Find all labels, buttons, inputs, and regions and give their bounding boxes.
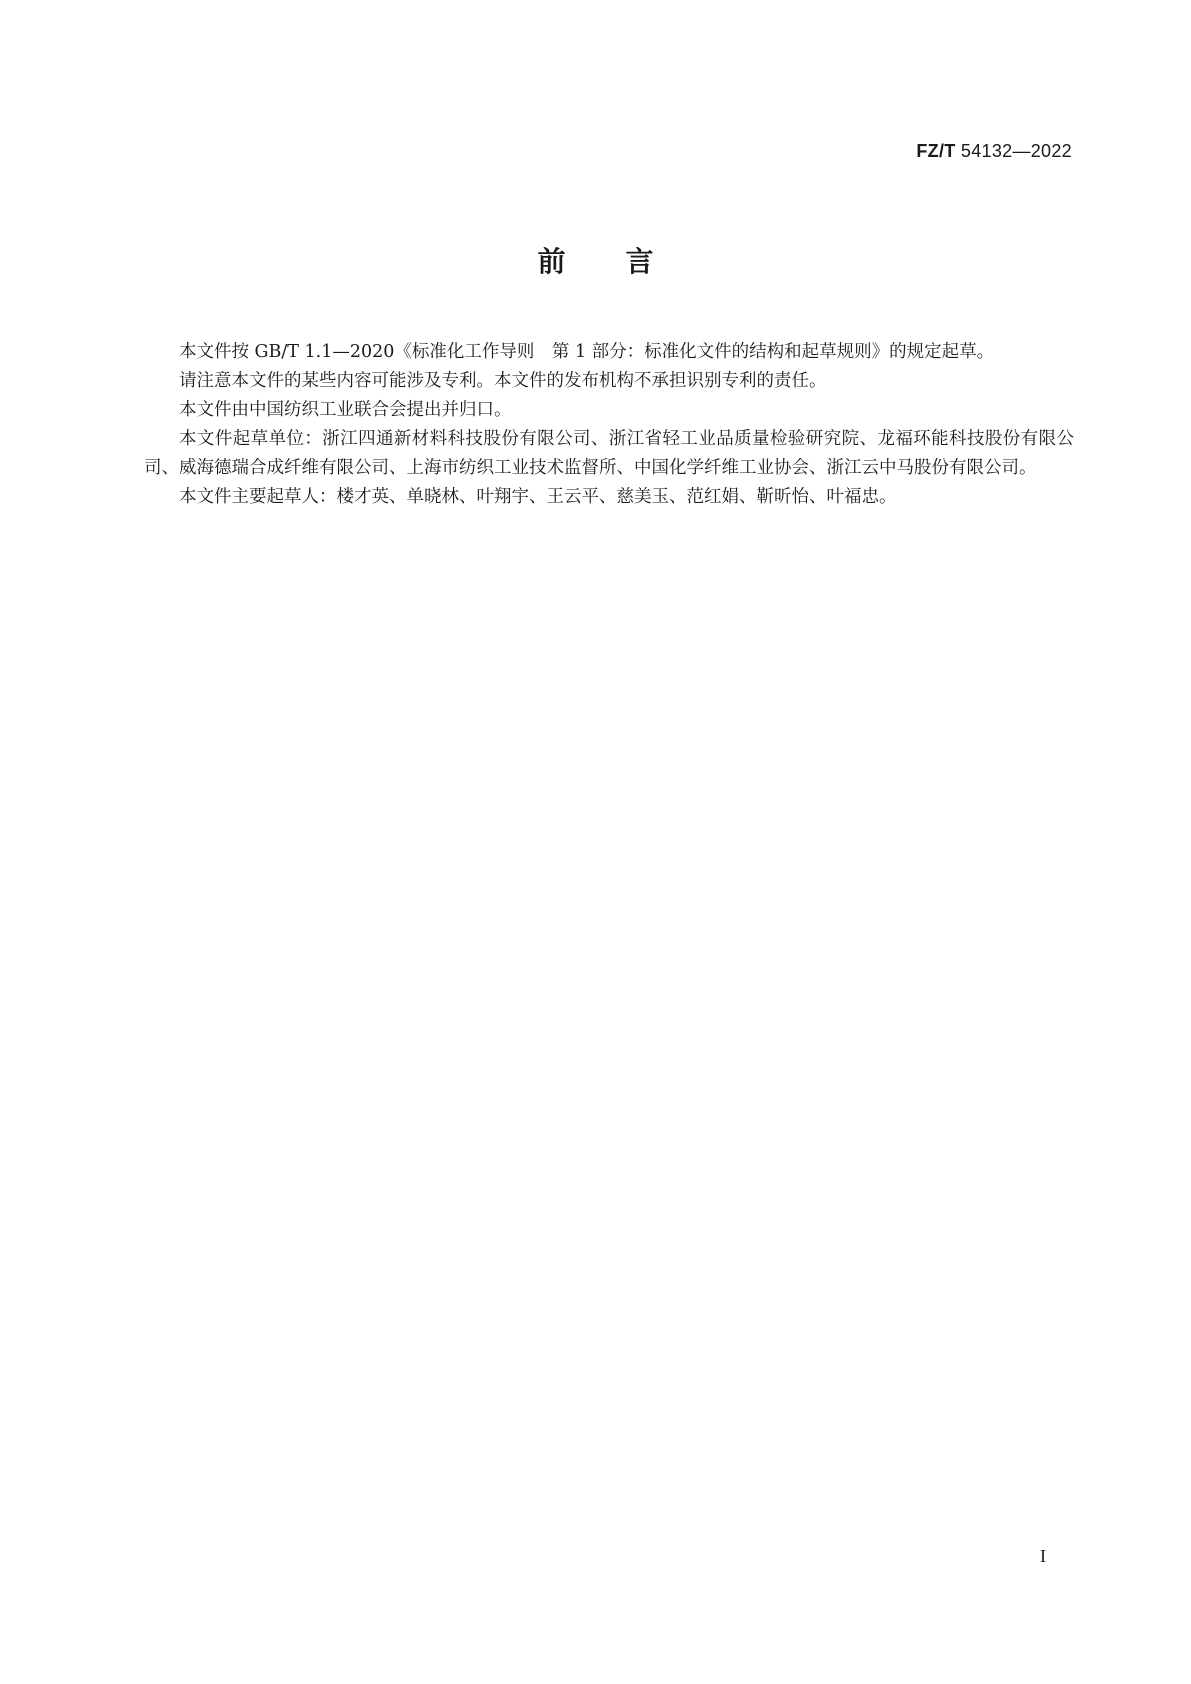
page-title: 前言 — [537, 245, 714, 278]
document-code-number: 54132—2022 — [960, 141, 1072, 161]
document-code-prefix: FZ/T — [916, 141, 956, 161]
paragraph-drafting-rules: 本文件按 GB/T 1.1—2020《标准化工作导则 第 1 部分：标准化文件的结构和起草规则》的规定起草。 — [179, 342, 995, 362]
foreword-body — [144, 338, 1074, 512]
paragraph-drafting-units: 本文件起草单位：浙江四通新材料科技股份有限公司、浙江省轻工业品质量检验研究院、龙福环能科技股份有限公司、威海德瑞合成纤维有限公司、上海市纺织工业技术监督所、中国化学纤维工业协会、浙江云中马股份有限公司。 — [144, 429, 1074, 478]
paragraph-patent-notice: 请注意本文件的某些内容可能涉及专利。本文件的发布机构不承担识别专利的责任。 — [179, 371, 827, 391]
document-code — [916, 141, 1072, 162]
page-number: I — [1040, 1546, 1046, 1566]
paragraph-drafters: 本文件主要起草人：楼才英、单晓林、叶翔宇、王云平、慈美玉、范红娟、靳昕怡、叶福忠。 — [179, 487, 897, 507]
paragraph-proposer: 本文件由中国纺织工业联合会提出并归口。 — [179, 400, 512, 420]
